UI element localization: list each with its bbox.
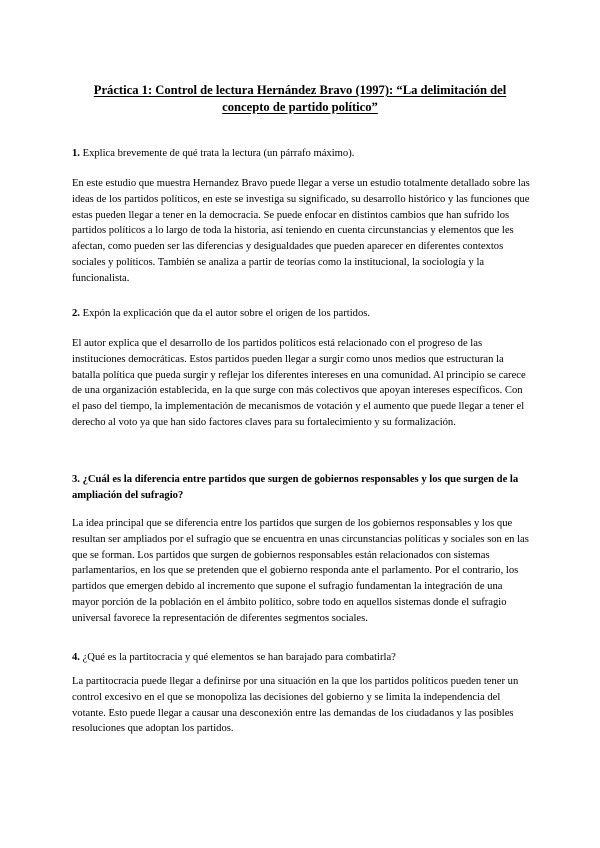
question-4 bbox=[72, 650, 532, 666]
question-1 bbox=[72, 146, 532, 162]
question-2-text: Expón la explicación que da el autor sobre el origen de los partidos. bbox=[82, 308, 371, 319]
question-3-number: 3. bbox=[72, 474, 80, 485]
answer-2: El autor explica que el desarrollo de los partidos políticos está relacionado con el progreso de las instituciones democráticas. Estos partidos pueden llegar a surgir como unos medios que estructuran la batalla política que pueda surgir y reflejar los diferentes intereses en una comunidad. Al principio se carece de una organización establecida, en la que surge con más colectivos que apoyan intereses específicos. Con el paso del tiempo, la implementación de mecanismos de votación y el aumento que puede llegar a tener el derecho al voto ya que han sido factores claves para su fortalecimiento y su formalización. bbox=[72, 338, 526, 428]
question-3-text: ¿Cuál es la diferencia entre partidos que surgen de gobiernos responsables y los que surgen de la ampliación del sufragio? bbox=[72, 474, 519, 501]
document-title: Práctica 1: Control de lectura Hernández Bravo (1997): “La delimitación del concepto de partido político” bbox=[93, 83, 507, 114]
question-4-text: ¿Qué es la partitocracia y qué elementos se han barajado para combatirla? bbox=[82, 652, 396, 663]
question-1-number: 1. bbox=[72, 148, 80, 159]
question-3 bbox=[72, 472, 532, 504]
answer-1: En este estudio que muestra Hernandez Bravo puede llegar a verse un estudio totalmente detallado sobre las ideas de los partidos políticos, en este se investiga su significado, su desarrollo histórico y las funciones que estas pueden llegar a tener en la democracia. Se puede enfocar en distintos cambios que han sufrido los partidos políticos a lo largo de toda la historia, así teniendo en cuenta circunstancias y elementos que les afectan, como pueden ser las diferencias y desigualdades que pueden aparecer en diferentes contextos sociales y políticos. También se analiza a partir de teorías como la institucional, la sociología y la funcionalista. bbox=[72, 178, 530, 284]
question-1-text: Explica brevemente de qué trata la lectura (un párrafo máximo). bbox=[82, 148, 355, 159]
question-2 bbox=[72, 306, 532, 322]
question-4-number: 4. bbox=[72, 652, 80, 663]
question-2-number: 2. bbox=[72, 308, 80, 319]
answer-4: La partitocracia puede llegar a definirse por una situación en la que los partidos políticos pueden tener un control excesivo en el que se monopoliza las decisiones del gobierno y se limita la independencia del votante. Esto puede llegar a causar una desconexión entre las demandas de los ciudadanos y las posibles resoluciones que adoptan los partidos. bbox=[72, 676, 519, 735]
answer-3: La idea principal que se diferencia entre los partidos que surgen de los gobiernos responsables y los que resultan ser ampliados por el sufragio que se encuentra en unas circunstancias políticas y sociales son en las que se forman. Los partidos que surgen de gobiernos responsables están relacionados con sistemas parlamentarios, en los que se pretenden que el gobierno responda ante el parlamento. Por el contrario, los partidos que emergen debido al incremento que supone el sufragio fundamentan la integración de una mayor porción de la población en el ámbito político, sobre todo en aquellos sistemas donde el sufragio universal favorece la representación de diferentes segmentos sociales. bbox=[72, 518, 529, 624]
